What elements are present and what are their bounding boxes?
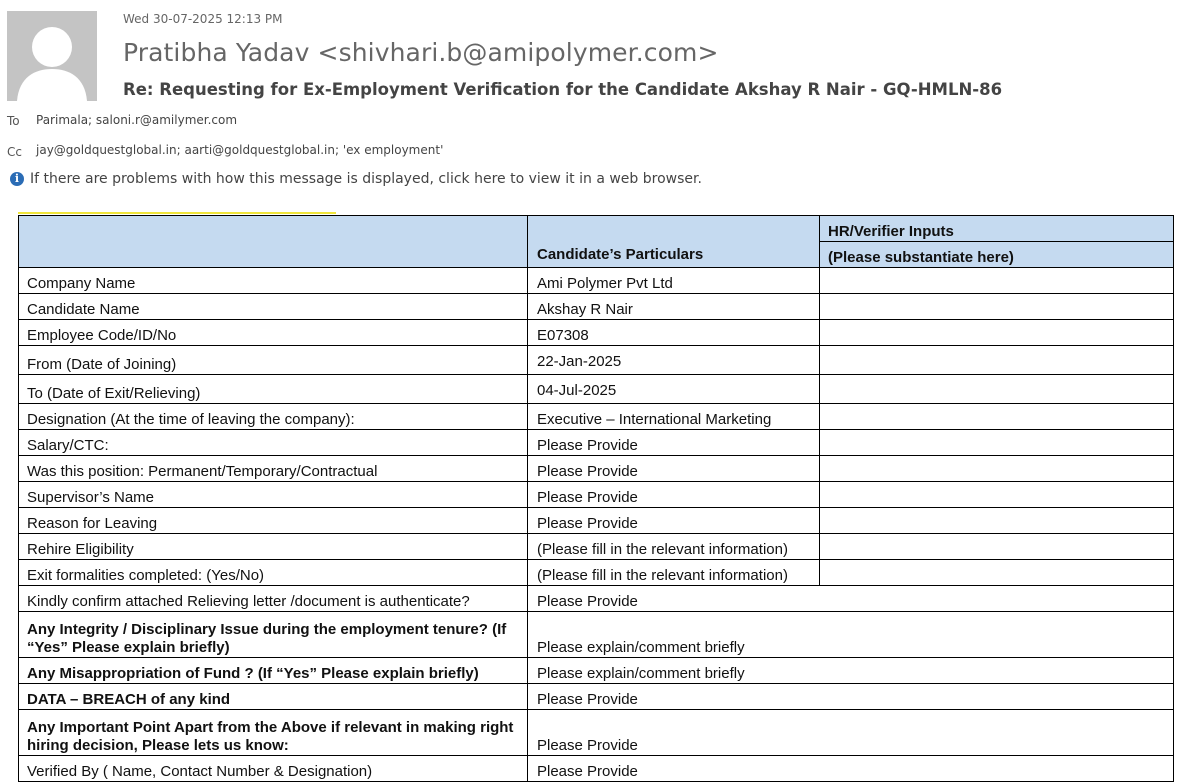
row-value: Executive – International Marketing xyxy=(528,404,820,430)
row-label: Employee Code/ID/No xyxy=(19,320,528,346)
table-row xyxy=(19,756,1174,782)
verifier-input-cell[interactable] xyxy=(820,430,1174,456)
verifier-input-cell[interactable] xyxy=(820,320,1174,346)
row-value: Please Provide xyxy=(528,508,820,534)
table-row xyxy=(19,482,1174,508)
row-label: DATA – BREACH of any kind xyxy=(19,684,528,710)
row-label: Kindly confirm attached Relieving letter /document is authenticate? xyxy=(19,586,528,612)
table-row xyxy=(19,320,1174,346)
message-subject: Re: Requesting for Ex-Employment Verification for the Candidate Akshay R Nair - GQ-HMLN-86 xyxy=(123,80,1003,99)
row-label: Any Misappropriation of Fund ? (If “Yes” Please explain briefly) xyxy=(19,658,528,684)
row-value: E07308 xyxy=(528,320,820,346)
row-value: (Please fill in the relevant information) xyxy=(528,534,820,560)
table-row xyxy=(19,268,1174,294)
verifier-input-cell[interactable] xyxy=(820,294,1174,320)
row-label: Was this position: Permanent/Temporary/Contractual xyxy=(19,456,528,482)
header-substantiate: (Please substantiate here) xyxy=(820,242,1174,268)
table-row xyxy=(19,534,1174,560)
verifier-input-cell[interactable] xyxy=(820,482,1174,508)
row-label: Candidate Name xyxy=(19,294,528,320)
table-row xyxy=(19,586,1174,612)
table-row xyxy=(19,456,1174,482)
row-value: Akshay R Nair xyxy=(528,294,820,320)
header-hr-verifier-inputs: HR/Verifier Inputs xyxy=(820,216,1174,242)
to-recipients[interactable]: Parimala; saloni.r@amilymer.com xyxy=(36,113,238,127)
row-value: Please Provide xyxy=(528,710,1174,756)
highlight-line xyxy=(18,212,336,214)
row-value: Please explain/comment briefly xyxy=(528,658,1174,684)
sender-name-email[interactable]: Pratibha Yadav <shivhari.b@amipolymer.com> xyxy=(123,38,719,67)
table-row xyxy=(19,612,1174,658)
verifier-input-cell[interactable] xyxy=(820,534,1174,560)
verifier-input-cell[interactable] xyxy=(820,508,1174,534)
row-value: 04-Jul-2025 xyxy=(528,375,820,404)
row-label: Salary/CTC: xyxy=(19,430,528,456)
table-row xyxy=(19,430,1174,456)
row-label: Rehire Eligibility xyxy=(19,534,528,560)
header-candidate-particulars: Candidate’s Particulars xyxy=(528,216,820,268)
row-label: Verified By ( Name, Contact Number & Designation) xyxy=(19,756,528,782)
row-value: Please Provide xyxy=(528,586,1174,612)
row-value: (Please fill in the relevant information) xyxy=(528,560,820,586)
info-icon: i xyxy=(10,172,24,186)
to-label: To xyxy=(7,114,20,128)
table-row xyxy=(19,658,1174,684)
table-row xyxy=(19,684,1174,710)
verifier-input-cell[interactable] xyxy=(820,404,1174,430)
row-label: Designation (At the time of leaving the company): xyxy=(19,404,528,430)
info-bar-text[interactable]: If there are problems with how this message is displayed, click here to view it in a web browser. xyxy=(30,171,702,187)
cc-label: Cc xyxy=(7,145,22,159)
row-label: Company Name xyxy=(19,268,528,294)
table-row xyxy=(19,404,1174,430)
row-value: Please Provide xyxy=(528,430,820,456)
row-value: Please Provide xyxy=(528,756,1174,782)
header-blank-cell xyxy=(19,216,528,268)
row-label: Reason for Leaving xyxy=(19,508,528,534)
row-label: From (Date of Joining) xyxy=(19,346,528,375)
table-header-row xyxy=(19,216,1174,242)
row-label: To (Date of Exit/Relieving) xyxy=(19,375,528,404)
row-value: Please explain/comment briefly xyxy=(528,612,1174,658)
web-view-info-bar[interactable] xyxy=(10,171,702,187)
table-row xyxy=(19,508,1174,534)
verifier-input-cell[interactable] xyxy=(820,346,1174,375)
message-date: Wed 30-07-2025 12:13 PM xyxy=(123,12,283,26)
table-row xyxy=(19,294,1174,320)
row-label: Supervisor’s Name xyxy=(19,482,528,508)
table-row xyxy=(19,710,1174,756)
verification-table xyxy=(18,215,1174,782)
person-silhouette-icon xyxy=(7,11,97,101)
row-value: Please Provide xyxy=(528,684,1174,710)
table-row xyxy=(19,560,1174,586)
row-value: Ami Polymer Pvt Ltd xyxy=(528,268,820,294)
table-row xyxy=(19,375,1174,404)
row-label: Any Integrity / Disciplinary Issue during the employment tenure? (If “Yes” Please explain briefly) xyxy=(19,612,528,658)
verifier-input-cell[interactable] xyxy=(820,268,1174,294)
verifier-input-cell[interactable] xyxy=(820,375,1174,404)
verifier-input-cell[interactable] xyxy=(820,560,1174,586)
row-value: Please Provide xyxy=(528,482,820,508)
table-row xyxy=(19,346,1174,375)
row-value: Please Provide xyxy=(528,456,820,482)
cc-recipients[interactable]: jay@goldquestglobal.in; aarti@goldquestglobal.in; 'ex employment' xyxy=(36,143,444,157)
row-label: Any Important Point Apart from the Above if relevant in making right hiring decision, Please lets us know: xyxy=(19,710,528,756)
row-value: 22-Jan-2025 xyxy=(528,346,820,375)
verifier-input-cell[interactable] xyxy=(820,456,1174,482)
row-label: Exit formalities completed: (Yes/No) xyxy=(19,560,528,586)
sender-avatar xyxy=(7,11,97,101)
